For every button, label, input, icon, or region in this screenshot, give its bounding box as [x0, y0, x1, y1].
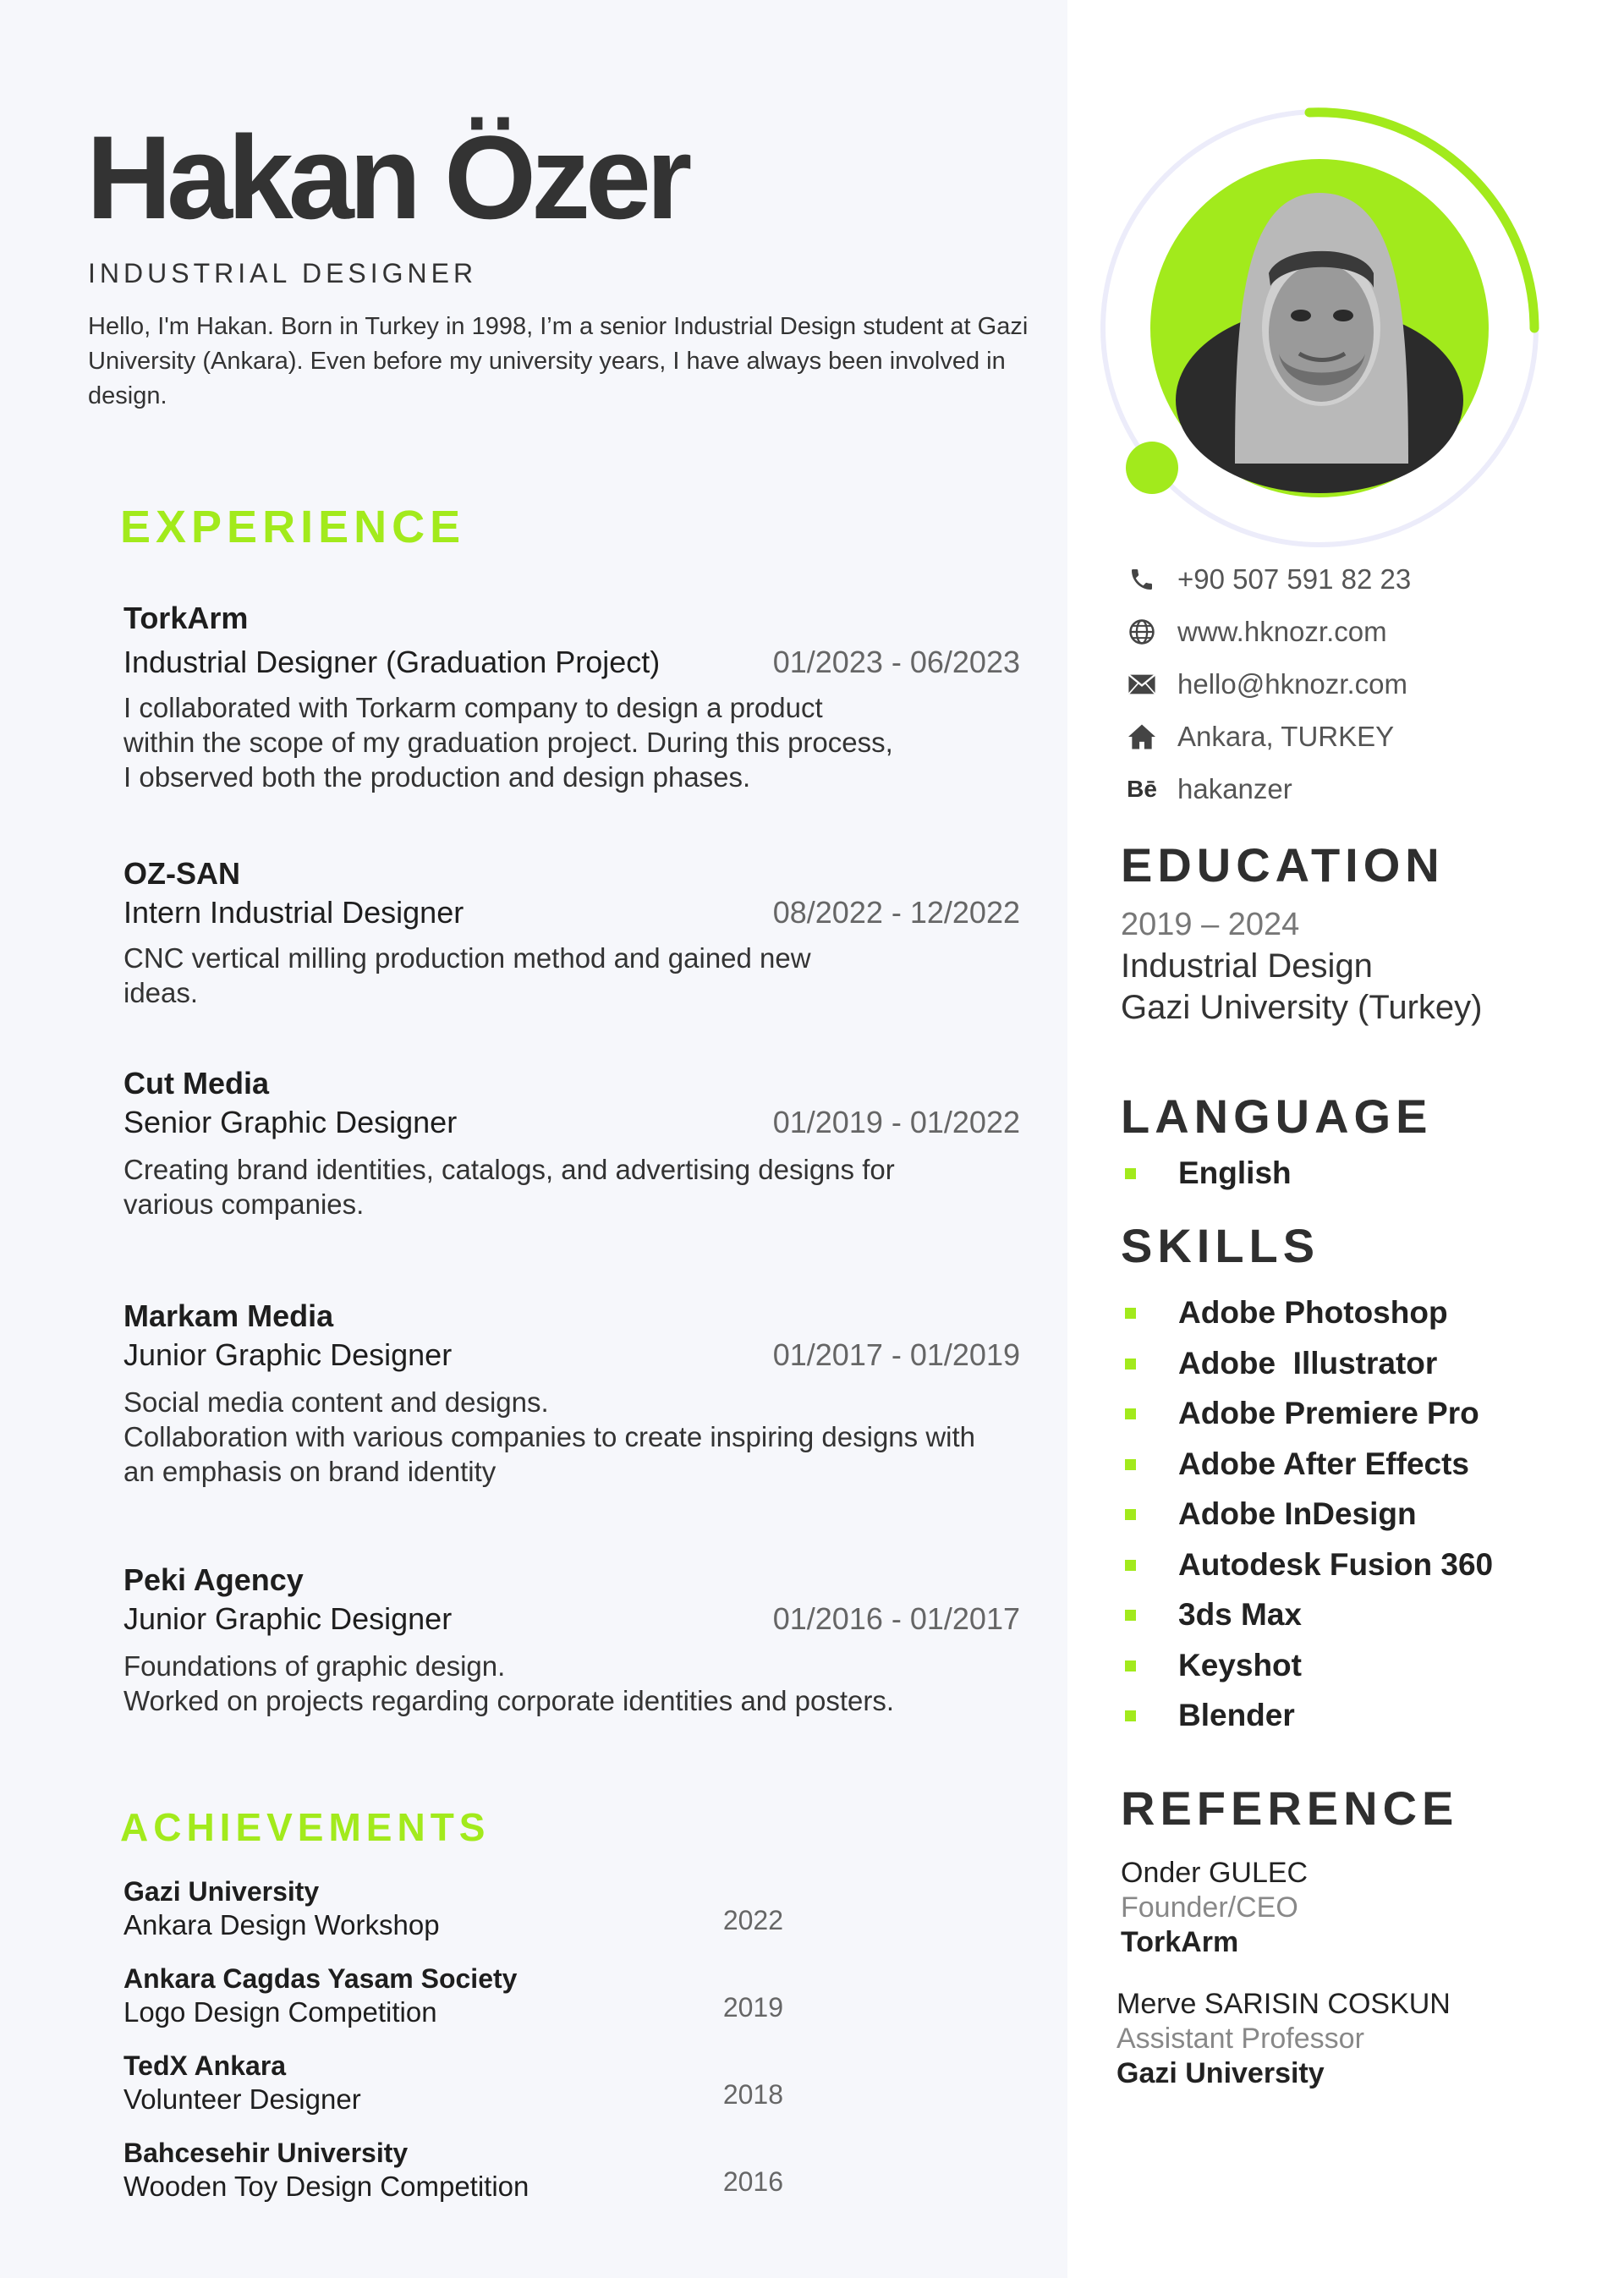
achievement-item — [123, 1876, 783, 1941]
reference-title: Assistant Professor — [1116, 2023, 1364, 2055]
email-text: hello@hknozr.com — [1177, 668, 1407, 700]
behance-text: hakanzer — [1177, 773, 1292, 804]
bullet-square — [1125, 1359, 1136, 1370]
profile-photo-frame — [1091, 100, 1556, 557]
contact-phone[interactable] — [1125, 563, 1411, 596]
achievement-name: Wooden Toy Design Competition — [123, 2171, 529, 2202]
bullet-square — [1125, 1168, 1136, 1179]
experience-role: Junior Graphic Designer — [123, 1601, 453, 1636]
experience-company: OZ-SAN — [123, 856, 240, 891]
bullet-square — [1125, 1710, 1136, 1721]
experience-description: Creating brand identities, catalogs, and advertising designs for various companies. — [123, 1154, 895, 1220]
experience-dates: 08/2022 - 12/2022 — [772, 895, 1020, 930]
bullet-square — [1125, 1660, 1136, 1671]
reference-org: TorkArm — [1121, 1926, 1239, 1958]
phone-icon — [1125, 563, 1159, 596]
achievement-item — [123, 1963, 783, 2028]
contact-behance[interactable] — [1125, 772, 1292, 806]
experience-dates: 01/2023 - 06/2023 — [772, 645, 1020, 679]
skill-label: Blender — [1178, 1698, 1295, 1732]
skill-label: Adobe Photoshop — [1178, 1295, 1448, 1330]
language-label: English — [1178, 1155, 1292, 1190]
experience-company: TorkArm — [123, 601, 249, 635]
skill-item — [1125, 1396, 1479, 1431]
bullet-square — [1125, 1408, 1136, 1419]
experience-item — [123, 601, 1020, 794]
education-school: Gazi University (Turkey) — [1121, 989, 1483, 1026]
person-name: Hakan Özer — [86, 111, 688, 244]
skills-heading: SKILLS — [1121, 1219, 1320, 1272]
bullet-square — [1125, 1308, 1136, 1319]
experience-description: CNC vertical milling production method and gained new ideas. — [123, 942, 811, 1008]
achievement-item — [123, 2050, 783, 2116]
reference-item — [1121, 1857, 1308, 1959]
achievement-year: 2022 — [722, 1905, 783, 1935]
experience-role: Junior Graphic Designer — [123, 1337, 453, 1372]
language-item — [1125, 1155, 1292, 1191]
education-program: Industrial Design — [1121, 947, 1373, 985]
location-text: Ankara, TURKEY — [1177, 721, 1395, 752]
skill-label: Keyshot — [1178, 1648, 1302, 1682]
contact-website[interactable] — [1125, 615, 1387, 649]
mail-icon — [1125, 667, 1159, 701]
bullet-square — [1125, 1459, 1136, 1470]
skill-item — [1125, 1698, 1295, 1733]
achievement-org: Ankara Cagdas Yasam Society — [123, 1963, 518, 1994]
education-years: 2019 – 2024 — [1121, 907, 1300, 942]
experience-role: Intern Industrial Designer — [123, 895, 464, 930]
contact-location — [1125, 720, 1394, 754]
experience-dates: 01/2017 - 01/2019 — [772, 1337, 1020, 1372]
experience-role: Industrial Designer (Graduation Project) — [123, 645, 661, 679]
website-text: www.hknozr.com — [1177, 616, 1387, 647]
job-title: INDUSTRIAL DESIGNER — [88, 258, 478, 288]
skill-label: 3ds Max — [1178, 1597, 1303, 1632]
skill-label: Autodesk Fusion 360 — [1178, 1547, 1494, 1582]
experience-item — [123, 856, 1020, 1010]
reference-title: Founder/CEO — [1121, 1891, 1298, 1924]
skill-item — [1125, 1446, 1469, 1482]
bullet-square — [1125, 1560, 1136, 1571]
experience-dates: 01/2016 - 01/2017 — [772, 1601, 1020, 1636]
skill-item — [1125, 1648, 1302, 1683]
intro-text: Hello, I'm Hakan. Born in Turkey in 1998, I’m a senior Industrial Design student at Gazi University (Ankara). Even before my university years, I have always been involved in design. — [88, 313, 1029, 409]
skill-label: Adobe Premiere Pro — [1178, 1396, 1479, 1430]
experience-description: Social media content and designs. Collaboration with various companies to create inspiring designs with an emphasis on brand identity — [123, 1386, 976, 1487]
accent-dot — [1126, 442, 1178, 494]
achievement-name: Volunteer Designer — [123, 2083, 361, 2115]
reference-name: Onder GULEC — [1121, 1857, 1309, 1889]
experience-heading: EXPERIENCE — [120, 502, 466, 552]
experience-company: Cut Media — [123, 1066, 270, 1101]
reference-org: Gazi University — [1116, 2057, 1325, 2089]
phone-text: +90 507 591 82 23 — [1177, 563, 1412, 595]
experience-description: I collaborated with Torkarm company to design a product within the scope of my graduation project. During this process, I observed both the production and design phases. — [123, 692, 893, 793]
globe-icon — [1125, 615, 1159, 649]
achievement-year: 2019 — [722, 1992, 783, 2023]
reference-name: Merve SARISIN COSKUN — [1116, 1988, 1451, 2020]
skill-label: Adobe After Effects — [1178, 1446, 1470, 1481]
skill-item — [1125, 1547, 1493, 1583]
home-icon — [1125, 720, 1159, 754]
experience-description: Foundations of graphic design. Worked on projects regarding corporate identities and posters. — [123, 1650, 895, 1716]
reference-item — [1116, 1988, 1451, 2090]
reference-heading: REFERENCE — [1121, 1781, 1459, 1835]
experience-role: Senior Graphic Designer — [123, 1105, 458, 1139]
achievement-year: 2016 — [722, 2166, 783, 2197]
skill-item — [1125, 1295, 1448, 1331]
achievement-org: TedX Ankara — [123, 2050, 287, 2081]
experience-dates: 01/2019 - 01/2022 — [772, 1105, 1020, 1139]
skill-item — [1125, 1496, 1417, 1532]
education-heading: EDUCATION — [1121, 838, 1445, 892]
achievement-item — [123, 2138, 783, 2203]
achievement-year: 2018 — [722, 2079, 783, 2110]
bullet-square — [1125, 1509, 1136, 1520]
skill-label: Adobe Illustrator — [1178, 1346, 1438, 1381]
experience-item — [123, 1066, 1020, 1221]
achievements-heading: ACHIEVEMENTS — [120, 1805, 491, 1849]
achievement-name: Ankara Design Workshop — [123, 1909, 440, 1940]
achievement-org: Gazi University — [123, 1876, 320, 1907]
experience-company: Markam Media — [123, 1298, 334, 1333]
achievement-name: Logo Design Competition — [123, 1996, 437, 2028]
skill-label: Adobe InDesign — [1178, 1496, 1417, 1531]
skill-item — [1125, 1346, 1437, 1381]
contact-email[interactable] — [1125, 667, 1407, 701]
bullet-square — [1125, 1610, 1136, 1621]
experience-item — [123, 1562, 1020, 1718]
experience-company: Peki Agency — [123, 1562, 304, 1597]
achievement-org: Bahcesehir University — [123, 2138, 409, 2168]
skill-item — [1125, 1597, 1302, 1633]
experience-item — [123, 1298, 1020, 1489]
language-heading: LANGUAGE — [1121, 1090, 1433, 1143]
behance-icon: Bē — [1127, 776, 1157, 802]
